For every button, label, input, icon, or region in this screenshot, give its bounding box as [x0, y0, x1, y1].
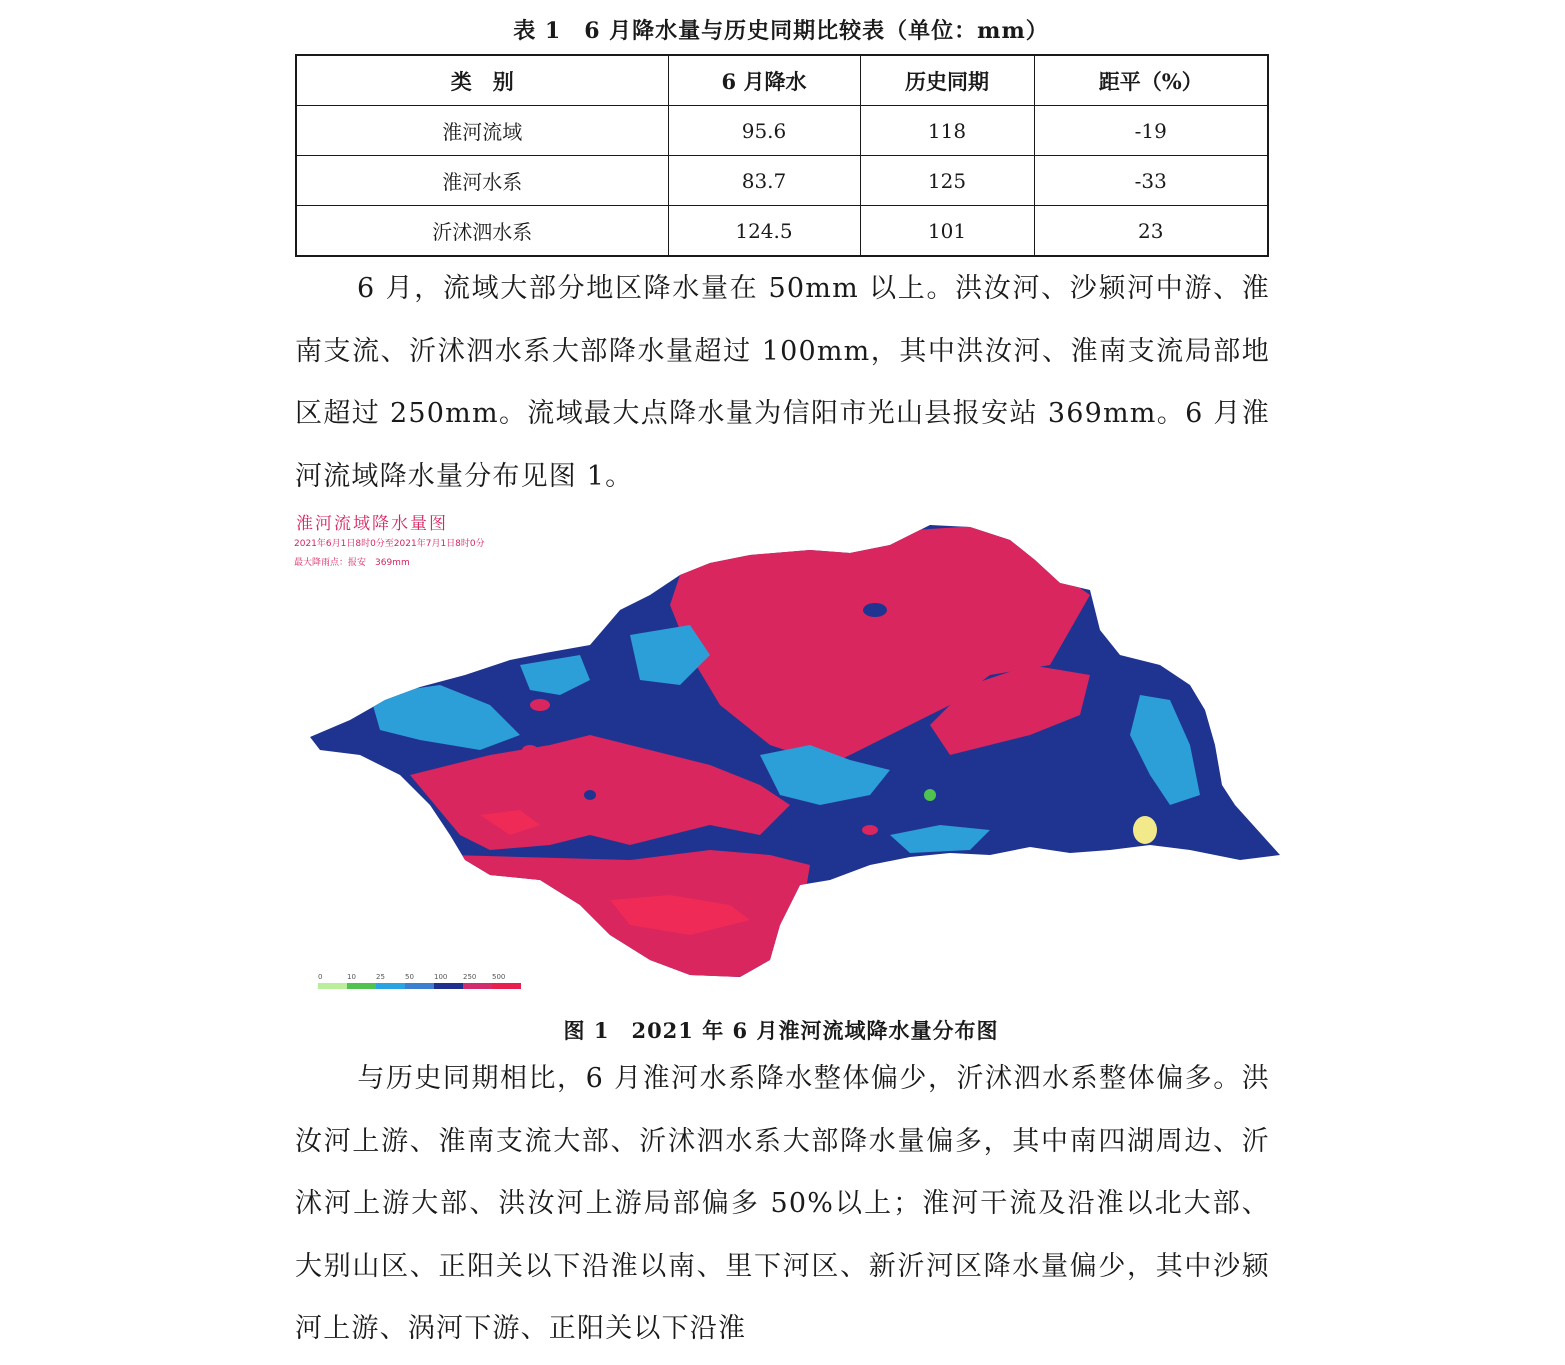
paragraph-1-text: 6 月，流域大部分地区降水量在 50mm 以上。洪汝河、沙颍河中游、淮南支流、沂沭泗水系大部降水量超过 100mm，其中洪汝河、淮南支流局部地区超过 250mm。流域最大点降水量为信阳市光山县报安站 369mm。6 月淮河流域降水量分布见图 1。: [295, 273, 1270, 492]
table-row: [296, 156, 1268, 206]
legend-swatch: [405, 983, 434, 989]
table-cell: 125: [860, 156, 1034, 206]
legend-color-bar: [318, 983, 521, 989]
table-cell: 95.6: [668, 106, 860, 156]
figure-caption: 图 1 2021 年 6 月淮河流域降水量分布图: [563, 1018, 999, 1043]
table-cell: 83.7: [668, 156, 860, 206]
legend-label: 500: [492, 973, 506, 981]
legend-swatch: [492, 983, 521, 989]
legend-label: 250: [463, 973, 477, 981]
legend-swatch: [434, 983, 463, 989]
precipitation-comparison-table: [295, 54, 1269, 257]
legend-label: 10: [347, 973, 356, 981]
table-cell: 沂沭泗水系: [296, 206, 668, 257]
table-cell: -19: [1034, 106, 1268, 156]
table-cell: 101: [860, 206, 1034, 257]
table-cell: 淮河水系: [296, 156, 668, 206]
basin-map-graphic: [290, 505, 1290, 1005]
table-cell: -33: [1034, 156, 1268, 206]
precipitation-map: [290, 505, 1290, 1005]
table-header-row: [296, 55, 1268, 106]
map-title: 淮河流域降水量图: [296, 514, 448, 534]
table-cell: 124.5: [668, 206, 860, 257]
paragraph-2: [295, 1048, 1270, 1361]
header-historical: 历史同期: [860, 55, 1034, 106]
table-cell: 118: [860, 106, 1034, 156]
paragraph-2-text: 与历史同期相比，6 月淮河水系降水整体偏少，沂沭泗水系整体偏多。洪汝河上游、淮南支流大部、沂沭泗水系大部降水量偏多，其中南四湖周边、沂沭河上游大部、洪汝河上游局部偏多 50%以上；淮河干流及沿淮以北大部、大别山区、正阳关以下沿淮以南、里下河区、新沂河区降水量偏少，其中沙颍河上游、涡河下游、正阳关以下沿淮: [295, 1063, 1270, 1344]
legend-swatch: [347, 983, 376, 989]
map-legend: [318, 973, 521, 989]
legend-swatch: [376, 983, 405, 989]
legend-label: 100: [434, 973, 448, 981]
header-june-precip: 6 月降水: [668, 55, 860, 106]
legend-label: 25: [376, 973, 385, 981]
table-title: 表 1 6 月降水量与历史同期比较表（单位：mm）: [513, 18, 1049, 44]
table-row: [296, 106, 1268, 156]
legend-labels: [318, 973, 521, 981]
table-cell: 23: [1034, 206, 1268, 257]
legend-swatch: [318, 983, 347, 989]
paragraph-1: [295, 258, 1270, 508]
table-cell: 淮河流域: [296, 106, 668, 156]
map-subtitle-max-point: 最大降雨点：报安 369mm: [294, 558, 410, 568]
map-subtitle-period: 2021年6月1日8时0分至2021年7月1日8时0分: [294, 539, 485, 549]
legend-label: 50: [405, 973, 414, 981]
header-category: 类 别: [296, 55, 668, 106]
legend-swatch: [463, 983, 492, 989]
table-row: [296, 206, 1268, 257]
header-anomaly: 距平（%）: [1034, 55, 1268, 106]
legend-label: 0: [318, 973, 323, 981]
